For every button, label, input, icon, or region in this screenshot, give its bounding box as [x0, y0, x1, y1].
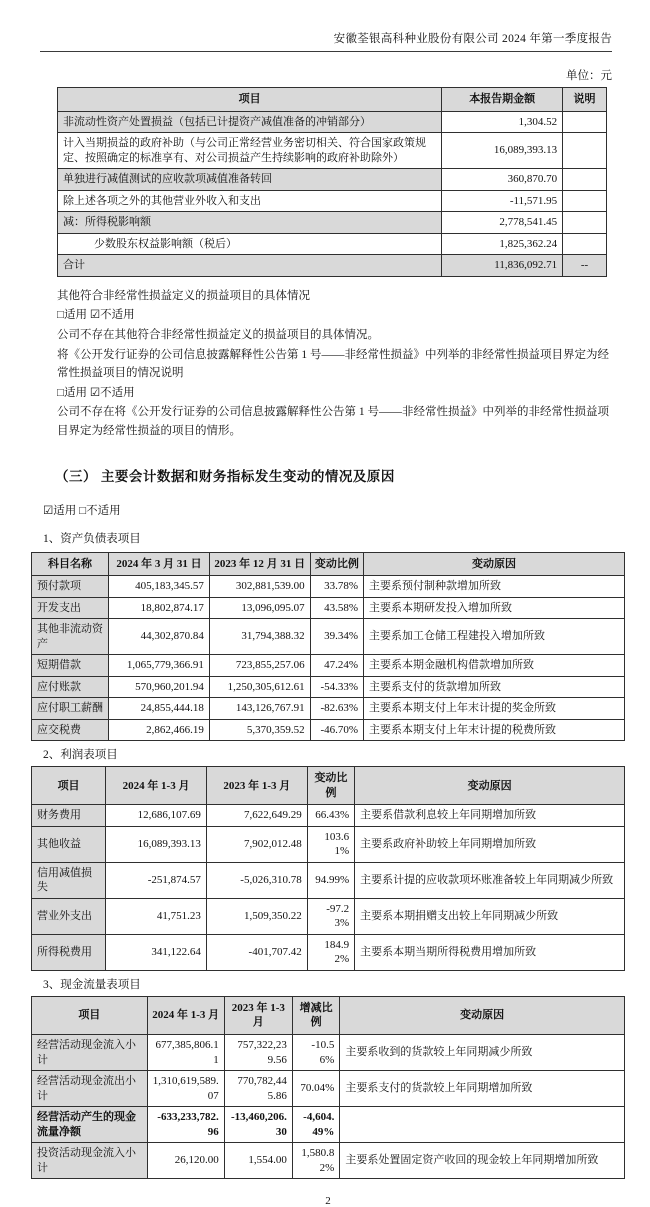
- table-row: [32, 597, 625, 619]
- value-cell: 31,794,388.32: [209, 619, 310, 655]
- amount-cell: 11,836,092.71: [442, 255, 563, 277]
- value-cell: -633,233,782.96: [147, 1107, 224, 1143]
- section-heading: （三） 主要会计数据和财务指标发生变动的情况及原因: [55, 468, 395, 484]
- header-cell-previous: 2023 年 1-3 月: [224, 996, 292, 1034]
- ratio-cell: 47.24%: [310, 655, 363, 677]
- amount-cell: 2,778,541.45: [442, 212, 563, 234]
- value-cell: 26,120.00: [147, 1143, 224, 1179]
- header-cell-previous: 2023 年 12 月 31 日: [209, 552, 310, 576]
- value-cell: 405,183,345.57: [109, 576, 210, 598]
- item-cell: 少数股东权益影响额（税后）: [58, 233, 442, 255]
- item-cell: 非流动性资产处置损益（包括已计提资产减值准备的冲销部分）: [58, 111, 442, 133]
- value-cell: 1,554.00: [224, 1143, 292, 1179]
- table-row: [32, 1071, 625, 1107]
- value-cell: 757,322,239.56: [224, 1034, 292, 1070]
- item-cell: 单独进行减值测试的应收款项减值准备转回: [58, 169, 442, 191]
- reason-cell: 主要系本期当期所得税费用增加所致: [355, 934, 625, 970]
- ratio-cell: 103.61%: [307, 826, 354, 862]
- doc-header: [40, 30, 612, 52]
- header-cell-name: 科目名称: [32, 552, 109, 576]
- name-cell: 其他收益: [32, 826, 106, 862]
- note-cell: [563, 212, 607, 234]
- reason-cell: 主要系本期支付上年末计提的税费所致: [364, 719, 625, 741]
- table-row: [32, 676, 625, 698]
- reason-cell: 主要系本期研发投入增加所致: [364, 597, 625, 619]
- name-cell: 开发支出: [32, 597, 109, 619]
- table-row: [32, 719, 625, 741]
- header-cell-current: 2024 年 1-3 月: [147, 996, 224, 1034]
- reason-cell: 主要系收到的货款较上年同期减少所致: [340, 1034, 625, 1070]
- ratio-cell: -54.33%: [310, 676, 363, 698]
- table-header-row: [32, 996, 625, 1034]
- income-statement-table: [31, 766, 625, 971]
- value-cell: -401,707.42: [206, 934, 307, 970]
- table-row: [58, 133, 607, 169]
- header-cell-name: 项目: [32, 996, 148, 1034]
- value-cell: 1,065,779,366.91: [109, 655, 210, 677]
- table-row: [58, 212, 607, 234]
- note-line: 将《公开发行证券的公司信息披露解释性公告第 1 号——非经常性损益》中列举的非经常性损益项目界定为经常性损益项目的情况说明: [57, 348, 609, 380]
- non-recurring-gains-table: [57, 87, 607, 277]
- name-cell: 应付账款: [32, 676, 109, 698]
- header-cell-amount: 本报告期金额: [442, 88, 563, 112]
- table-total-row: [58, 255, 607, 277]
- amount-cell: 1,304.52: [442, 111, 563, 133]
- value-cell: 7,902,012.48: [206, 826, 307, 862]
- reason-cell: 主要系本期金融机构借款增加所致: [364, 655, 625, 677]
- value-cell: 44,302,870.84: [109, 619, 210, 655]
- note-line: 公司不存在其他符合非经常性损益定义的损益项目的具体情况。: [57, 328, 379, 341]
- value-cell: 12,686,107.69: [106, 805, 207, 827]
- amount-cell: 1,825,362.24: [442, 233, 563, 255]
- amount-cell: 360,870.70: [442, 169, 563, 191]
- header-cell-ratio: 变动比例: [310, 552, 363, 576]
- table-row: [32, 862, 625, 898]
- table-row: [32, 576, 625, 598]
- ratio-cell: -82.63%: [310, 698, 363, 720]
- header-cell-previous: 2023 年 1-3 月: [206, 767, 307, 805]
- value-cell: -13,460,206.30: [224, 1107, 292, 1143]
- ratio-cell: 184.92%: [307, 934, 354, 970]
- reason-cell: 主要系支付的货款增加所致: [364, 676, 625, 698]
- page-number: 2: [325, 1195, 331, 1207]
- value-cell: 7,622,649.29: [206, 805, 307, 827]
- note-cell: [563, 169, 607, 191]
- applicability-line: ☑适用 □不适用: [43, 504, 121, 517]
- name-cell: 应付职工薪酬: [32, 698, 109, 720]
- reason-cell: [340, 1107, 625, 1143]
- name-cell: 预付款项: [32, 576, 109, 598]
- table-header-row: [58, 88, 607, 112]
- value-cell: 723,855,257.06: [209, 655, 310, 677]
- reason-cell: 主要系本期支付上年末计提的奖金所致: [364, 698, 625, 720]
- table-row: [32, 805, 625, 827]
- amount-cell: 16,089,393.13: [442, 133, 563, 169]
- subsection-label-balance: 1、资产负债表项目: [43, 532, 141, 545]
- reason-cell: 主要系处置固定资产收回的现金较上年同期增加所致: [340, 1143, 625, 1179]
- table-row: [58, 233, 607, 255]
- note-cell: --: [563, 255, 607, 277]
- value-cell: 1,509,350.22: [206, 898, 307, 934]
- value-cell: 1,310,619,589.07: [147, 1071, 224, 1107]
- subsection-label-cashflow: 3、现金流量表项目: [43, 978, 141, 991]
- name-cell: 其他非流动资产: [32, 619, 109, 655]
- cash-flow-table: [31, 996, 625, 1179]
- header-cell-ratio: 变动比例: [307, 767, 354, 805]
- applicability-line: □适用 ☑不适用: [57, 309, 135, 322]
- note-cell: [563, 233, 607, 255]
- value-cell: 41,751.23: [106, 898, 207, 934]
- reason-cell: 主要系本期捐赠支出较上年同期减少所致: [355, 898, 625, 934]
- item-cell: 计入当期损益的政府补助（与公司正常经营业务密切相关、符合国家政策规定、按照确定的标准享有、对公司损益产生持续影响的政府补助除外）: [58, 133, 442, 169]
- value-cell: 18,802,874.17: [109, 597, 210, 619]
- item-cell: 除上述各项之外的其他营业外收入和支出: [58, 190, 442, 212]
- value-cell: 302,881,539.00: [209, 576, 310, 598]
- ratio-cell: -46.70%: [310, 719, 363, 741]
- report-page: [0, 30, 650, 1207]
- header-cell-note: 说明: [563, 88, 607, 112]
- value-cell: 677,385,806.11: [147, 1034, 224, 1070]
- value-cell: -251,874.57: [106, 862, 207, 898]
- ratio-cell: 43.58%: [310, 597, 363, 619]
- table-row: [32, 1143, 625, 1179]
- item-cell: 合计: [58, 255, 442, 277]
- name-cell: 投资活动现金流入小计: [32, 1143, 148, 1179]
- subsection-label-income: 2、利润表项目: [43, 749, 118, 762]
- header-cell-name: 项目: [32, 767, 106, 805]
- name-cell: 经营活动现金流入小计: [32, 1034, 148, 1070]
- balance-sheet-table: [31, 552, 625, 742]
- ratio-cell: -4,604.49%: [292, 1107, 339, 1143]
- reason-cell: 主要系加工仓储工程建投入增加所致: [364, 619, 625, 655]
- name-cell: 应交税费: [32, 719, 109, 741]
- name-cell: 短期借款: [32, 655, 109, 677]
- note-cell: [563, 190, 607, 212]
- ratio-cell: -97.23%: [307, 898, 354, 934]
- reason-cell: 主要系支付的货款较上年同期增加所致: [340, 1071, 625, 1107]
- header-cell-item: 项目: [58, 88, 442, 112]
- value-cell: 5,370,359.52: [209, 719, 310, 741]
- reason-cell: 主要系预付制种款增加所致: [364, 576, 625, 598]
- name-cell: 经营活动现金流出小计: [32, 1071, 148, 1107]
- note-cell: [563, 133, 607, 169]
- table-row: [32, 619, 625, 655]
- value-cell: 143,126,767.91: [209, 698, 310, 720]
- ratio-cell: 94.99%: [307, 862, 354, 898]
- doc-title: 安徽荃银高科种业股份有限公司 2024 年第一季度报告: [333, 33, 612, 45]
- value-cell: 24,855,444.18: [109, 698, 210, 720]
- note-cell: [563, 111, 607, 133]
- table-net-cashflow-row: [32, 1107, 625, 1143]
- table-header-row: [32, 767, 625, 805]
- table-row: [58, 190, 607, 212]
- value-cell: 341,122.64: [106, 934, 207, 970]
- header-cell-reason: 变动原因: [340, 996, 625, 1034]
- value-cell: 770,782,445.86: [224, 1071, 292, 1107]
- ratio-cell: 1,580.82%: [292, 1143, 339, 1179]
- reason-cell: 主要系借款利息较上年同期增加所致: [355, 805, 625, 827]
- value-cell: -5,026,310.78: [206, 862, 307, 898]
- header-cell-reason: 变动原因: [364, 552, 625, 576]
- name-cell: 信用减值损失: [32, 862, 106, 898]
- value-cell: 16,089,393.13: [106, 826, 207, 862]
- reason-cell: 主要系计提的应收款项坏账准备较上年同期减少所致: [355, 862, 625, 898]
- table-row: [32, 826, 625, 862]
- table-row: [32, 934, 625, 970]
- ratio-cell: 39.34%: [310, 619, 363, 655]
- name-cell: 经营活动产生的现金流量净额: [32, 1107, 148, 1143]
- header-cell-ratio: 增减比例: [292, 996, 339, 1034]
- reason-cell: 主要系政府补助较上年同期增加所致: [355, 826, 625, 862]
- table-row: [58, 169, 607, 191]
- unit-label: 单位：元: [566, 70, 612, 82]
- name-cell: 营业外支出: [32, 898, 106, 934]
- table-header-row: [32, 552, 625, 576]
- table-row: [32, 655, 625, 677]
- notes-block: [57, 287, 613, 441]
- value-cell: 13,096,095.07: [209, 597, 310, 619]
- note-line: 公司不存在将《公开发行证券的公司信息披露解释性公告第 1 号——非经常性损益》中列举的非经常性损益项目界定为经常性损益的项目的情形。: [57, 406, 609, 438]
- table-row: [32, 898, 625, 934]
- value-cell: 2,862,466.19: [109, 719, 210, 741]
- amount-cell: -11,571.95: [442, 190, 563, 212]
- note-line: 其他符合非经常性损益定义的损益项目的具体情况: [57, 289, 310, 302]
- table-row: [58, 111, 607, 133]
- table-row: [32, 1034, 625, 1070]
- name-cell: 财务费用: [32, 805, 106, 827]
- value-cell: 1,250,305,612.61: [209, 676, 310, 698]
- ratio-cell: -10.56%: [292, 1034, 339, 1070]
- value-cell: 570,960,201.94: [109, 676, 210, 698]
- header-cell-current: 2024 年 3 月 31 日: [109, 552, 210, 576]
- item-cell: 减：所得税影响额: [58, 212, 442, 234]
- ratio-cell: 66.43%: [307, 805, 354, 827]
- header-cell-current: 2024 年 1-3 月: [106, 767, 207, 805]
- applicability-line: □适用 ☑不适用: [57, 386, 135, 399]
- header-cell-reason: 变动原因: [355, 767, 625, 805]
- ratio-cell: 33.78%: [310, 576, 363, 598]
- ratio-cell: 70.04%: [292, 1071, 339, 1107]
- name-cell: 所得税费用: [32, 934, 106, 970]
- table-row: [32, 698, 625, 720]
